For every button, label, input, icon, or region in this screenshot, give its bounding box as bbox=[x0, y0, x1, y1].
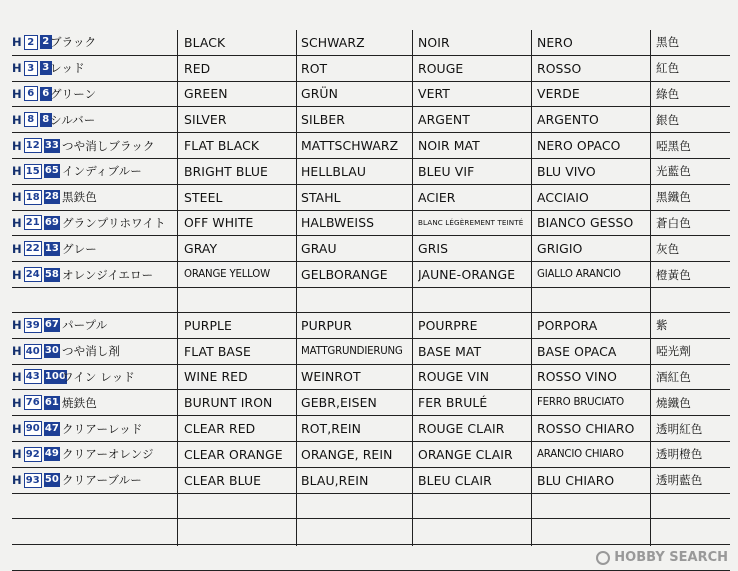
code-number: 24 bbox=[25, 269, 40, 281]
italian-name: ARANCIO CHIARO bbox=[537, 448, 624, 460]
german-name: BLAU,REIN bbox=[301, 472, 369, 488]
german-name: GRÜN bbox=[301, 86, 338, 102]
table-row bbox=[12, 390, 730, 416]
english-name: CLEAR BLUE bbox=[184, 472, 262, 488]
hobby-search-logo-icon bbox=[596, 551, 610, 565]
empty-row bbox=[12, 494, 730, 520]
table-row bbox=[12, 30, 730, 56]
japanese-name: グレー bbox=[62, 241, 97, 256]
code-badge: 28 bbox=[44, 191, 59, 203]
italian-name: ROSSO VINO bbox=[537, 369, 617, 385]
italian-name: ROSSO CHIARO bbox=[537, 421, 635, 437]
french-name: FER BRULÉ bbox=[418, 395, 488, 411]
code-number: 6 bbox=[24, 86, 38, 101]
code-badge: 50 bbox=[44, 474, 59, 486]
table-row bbox=[12, 313, 730, 339]
code-number: 40 bbox=[25, 345, 40, 357]
german-name: GELBORANGE bbox=[301, 267, 388, 283]
code-letter: H bbox=[12, 421, 22, 436]
code-badge: 8 bbox=[40, 113, 52, 127]
code-badge: 33 bbox=[44, 139, 59, 151]
code-badge: 2 bbox=[40, 35, 52, 49]
english-name: WINE RED bbox=[184, 369, 248, 385]
french-name: ARGENT bbox=[418, 112, 470, 128]
code-number: 92 bbox=[25, 448, 40, 460]
code-number: 2 bbox=[24, 35, 38, 50]
italian-name: BASE OPACA bbox=[537, 343, 617, 359]
code-letter: H bbox=[12, 35, 22, 50]
japanese-name: つや消し剤 bbox=[62, 344, 120, 359]
table-row bbox=[12, 185, 730, 211]
german-name: GEBR,EISEN bbox=[301, 395, 377, 411]
italian-name: NERO bbox=[537, 34, 573, 50]
chinese-name: 紫 bbox=[656, 318, 668, 333]
japanese-name: ワイン レッド bbox=[62, 369, 135, 384]
code-number: 22 bbox=[25, 243, 40, 255]
code-number: 21 bbox=[25, 217, 40, 229]
code-number: 15 bbox=[25, 165, 40, 177]
italian-name: ACCIAIO bbox=[537, 189, 589, 205]
table-row bbox=[12, 365, 730, 391]
code-letter: H bbox=[12, 138, 22, 153]
code-letter: H bbox=[12, 395, 22, 410]
watermark bbox=[596, 550, 728, 565]
english-name: RED bbox=[184, 60, 211, 76]
japanese-name: オレンジイエロー bbox=[62, 267, 154, 282]
table-row bbox=[12, 107, 730, 133]
code-badge: 47 bbox=[44, 422, 59, 434]
code-badge: 65 bbox=[44, 165, 59, 177]
german-name: GRAU bbox=[301, 241, 337, 257]
german-name: HELLBLAU bbox=[301, 163, 366, 179]
chinese-name: 黑鐵色 bbox=[656, 190, 691, 205]
empty-row bbox=[12, 519, 730, 545]
table-row bbox=[12, 468, 730, 494]
chinese-name: 紅色 bbox=[656, 61, 680, 76]
italian-name: BLU VIVO bbox=[537, 163, 596, 179]
italian-name: VERDE bbox=[537, 86, 580, 102]
table-row bbox=[12, 416, 730, 442]
english-name: SILVER bbox=[184, 112, 227, 128]
english-name: BLACK bbox=[184, 34, 226, 50]
color-table bbox=[12, 30, 730, 571]
code-letter: H bbox=[12, 344, 22, 359]
german-name: ROT,REIN bbox=[301, 421, 362, 437]
watermark-text: HOBBY SEARCH bbox=[614, 550, 728, 565]
french-name: JAUNE-ORANGE bbox=[418, 267, 516, 283]
chinese-name: 蒼白色 bbox=[656, 215, 691, 230]
code-number: 12 bbox=[25, 140, 40, 152]
french-name: NOIR MAT bbox=[418, 138, 480, 154]
french-name: BASE MAT bbox=[418, 343, 482, 359]
german-name: SCHWARZ bbox=[301, 34, 365, 50]
german-name: SILBER bbox=[301, 112, 345, 128]
code-number: 76 bbox=[25, 397, 40, 409]
italian-name: ARGENTO bbox=[537, 112, 599, 128]
chinese-name: 透明紅色 bbox=[656, 421, 703, 436]
german-name: ROT bbox=[301, 60, 328, 76]
german-name: ORANGE, REIN bbox=[301, 446, 393, 462]
table-row bbox=[12, 236, 730, 262]
code-number: 8 bbox=[24, 112, 38, 127]
english-name: FLAT BLACK bbox=[184, 138, 260, 154]
chinese-name: 透明藍色 bbox=[656, 473, 703, 488]
german-name: HALBWEISS bbox=[301, 215, 375, 231]
code-letter: H bbox=[12, 61, 22, 76]
code-letter: H bbox=[12, 473, 22, 488]
table-row bbox=[12, 442, 730, 468]
english-name: OFF WHITE bbox=[184, 215, 254, 231]
chinese-name: 銀色 bbox=[656, 112, 680, 127]
english-name: GREEN bbox=[184, 86, 228, 102]
japanese-name: グリーン bbox=[50, 86, 97, 101]
french-name: ROUGE CLAIR bbox=[418, 421, 505, 437]
table-row bbox=[12, 159, 730, 185]
english-name: PURPLE bbox=[184, 317, 232, 333]
code-letter: H bbox=[12, 112, 22, 127]
code-badge: 61 bbox=[44, 396, 59, 408]
italian-name: PORPORA bbox=[537, 317, 598, 333]
english-name: FLAT BASE bbox=[184, 343, 251, 359]
italian-name: BLU CHIARO bbox=[537, 472, 615, 488]
code-letter: H bbox=[12, 267, 22, 282]
table-row bbox=[12, 211, 730, 237]
code-badge: 6 bbox=[40, 87, 52, 101]
code-letter: H bbox=[12, 86, 22, 101]
german-name: MATTSCHWARZ bbox=[301, 138, 399, 154]
chinese-name: 透明橙色 bbox=[656, 447, 703, 462]
japanese-name: つや消しブラック bbox=[62, 138, 155, 153]
english-name: BRIGHT BLUE bbox=[184, 163, 268, 179]
italian-name: ROSSO bbox=[537, 60, 582, 76]
chinese-name: 橙黃色 bbox=[656, 267, 691, 282]
code-letter: H bbox=[12, 241, 22, 256]
japanese-name: クリアーブルー bbox=[62, 473, 142, 488]
table-row bbox=[12, 133, 730, 159]
french-name: GRIS bbox=[418, 241, 449, 257]
french-name: ROUGE bbox=[418, 60, 464, 76]
chinese-name: 綠色 bbox=[656, 86, 680, 101]
english-name: CLEAR ORANGE bbox=[184, 446, 283, 462]
code-number: 18 bbox=[25, 191, 40, 203]
code-letter: H bbox=[12, 369, 22, 384]
english-name: STEEL bbox=[184, 189, 223, 205]
chinese-name: 燒鐵色 bbox=[656, 395, 691, 410]
chinese-name: 灰色 bbox=[656, 241, 680, 256]
code-number: 3 bbox=[24, 61, 38, 76]
italian-name: FERRO BRUCIATO bbox=[537, 397, 624, 409]
japanese-name: 黒鉄色 bbox=[62, 190, 97, 205]
french-name: VERT bbox=[418, 86, 450, 102]
english-name: GRAY bbox=[184, 241, 218, 257]
code-badge: 69 bbox=[44, 216, 59, 228]
chinese-name: 酒紅色 bbox=[656, 369, 691, 384]
french-name: BLEU CLAIR bbox=[418, 472, 492, 488]
french-name: POURPRE bbox=[418, 317, 478, 333]
code-badge: 67 bbox=[44, 319, 59, 331]
code-number: 93 bbox=[25, 474, 40, 486]
code-letter: H bbox=[12, 190, 22, 205]
table-row bbox=[12, 82, 730, 108]
code-badge: 3 bbox=[40, 61, 52, 75]
code-badge: 58 bbox=[44, 268, 59, 280]
japanese-name: 焼鉄色 bbox=[62, 395, 97, 410]
italian-name: NERO OPACO bbox=[537, 138, 621, 154]
english-name: CLEAR RED bbox=[184, 421, 256, 437]
code-badge: 13 bbox=[44, 242, 59, 254]
french-name: BLEU VIF bbox=[418, 163, 475, 179]
code-letter: H bbox=[12, 447, 22, 462]
chinese-name: 啞黑色 bbox=[656, 138, 691, 153]
table-row bbox=[12, 262, 730, 288]
japanese-name: グランプリホワイト bbox=[62, 215, 166, 230]
table-row bbox=[12, 56, 730, 82]
english-name: ORANGE YELLOW bbox=[184, 269, 270, 281]
french-name: BLANC LÉGÈREMENT TEINTÉ bbox=[418, 218, 524, 228]
japanese-name: ブラック bbox=[50, 35, 97, 50]
german-name: MATTGRUNDIERUNG bbox=[301, 345, 403, 357]
english-name: BURUNT IRON bbox=[184, 395, 273, 411]
code-number: 43 bbox=[25, 371, 40, 383]
german-name: STAHL bbox=[301, 189, 341, 205]
code-badge: 30 bbox=[44, 345, 59, 357]
section-gap-row bbox=[12, 288, 730, 313]
italian-name: GIALLO ARANCIO bbox=[537, 269, 621, 281]
code-number: 39 bbox=[25, 319, 40, 331]
french-name: ROUGE VIN bbox=[418, 369, 490, 385]
japanese-name: シルバー bbox=[50, 112, 96, 127]
japanese-name: クリアーレッド bbox=[62, 421, 143, 436]
japanese-name: クリアーオレンジ bbox=[62, 447, 154, 462]
italian-name: GRIGIO bbox=[537, 241, 583, 257]
french-name: ORANGE CLAIR bbox=[418, 446, 513, 462]
german-name: PURPUR bbox=[301, 317, 352, 333]
french-name: ACIER bbox=[418, 189, 456, 205]
code-badge: 100 bbox=[44, 370, 67, 382]
code-letter: H bbox=[12, 215, 22, 230]
japanese-name: パープル bbox=[62, 318, 108, 333]
japanese-name: レッド bbox=[50, 61, 85, 76]
chinese-name: 黑色 bbox=[656, 35, 680, 50]
french-name: NOIR bbox=[418, 34, 450, 50]
code-letter: H bbox=[12, 318, 22, 333]
german-name: WEINROT bbox=[301, 369, 361, 385]
code-letter: H bbox=[12, 164, 22, 179]
japanese-name: インディブルー bbox=[62, 164, 142, 179]
code-badge: 49 bbox=[44, 448, 59, 460]
code-number: 90 bbox=[25, 423, 40, 435]
table-row bbox=[12, 339, 730, 365]
italian-name: BIANCO GESSO bbox=[537, 215, 634, 231]
chinese-name: 光藍色 bbox=[656, 164, 691, 179]
chinese-name: 啞光劑 bbox=[656, 344, 691, 359]
